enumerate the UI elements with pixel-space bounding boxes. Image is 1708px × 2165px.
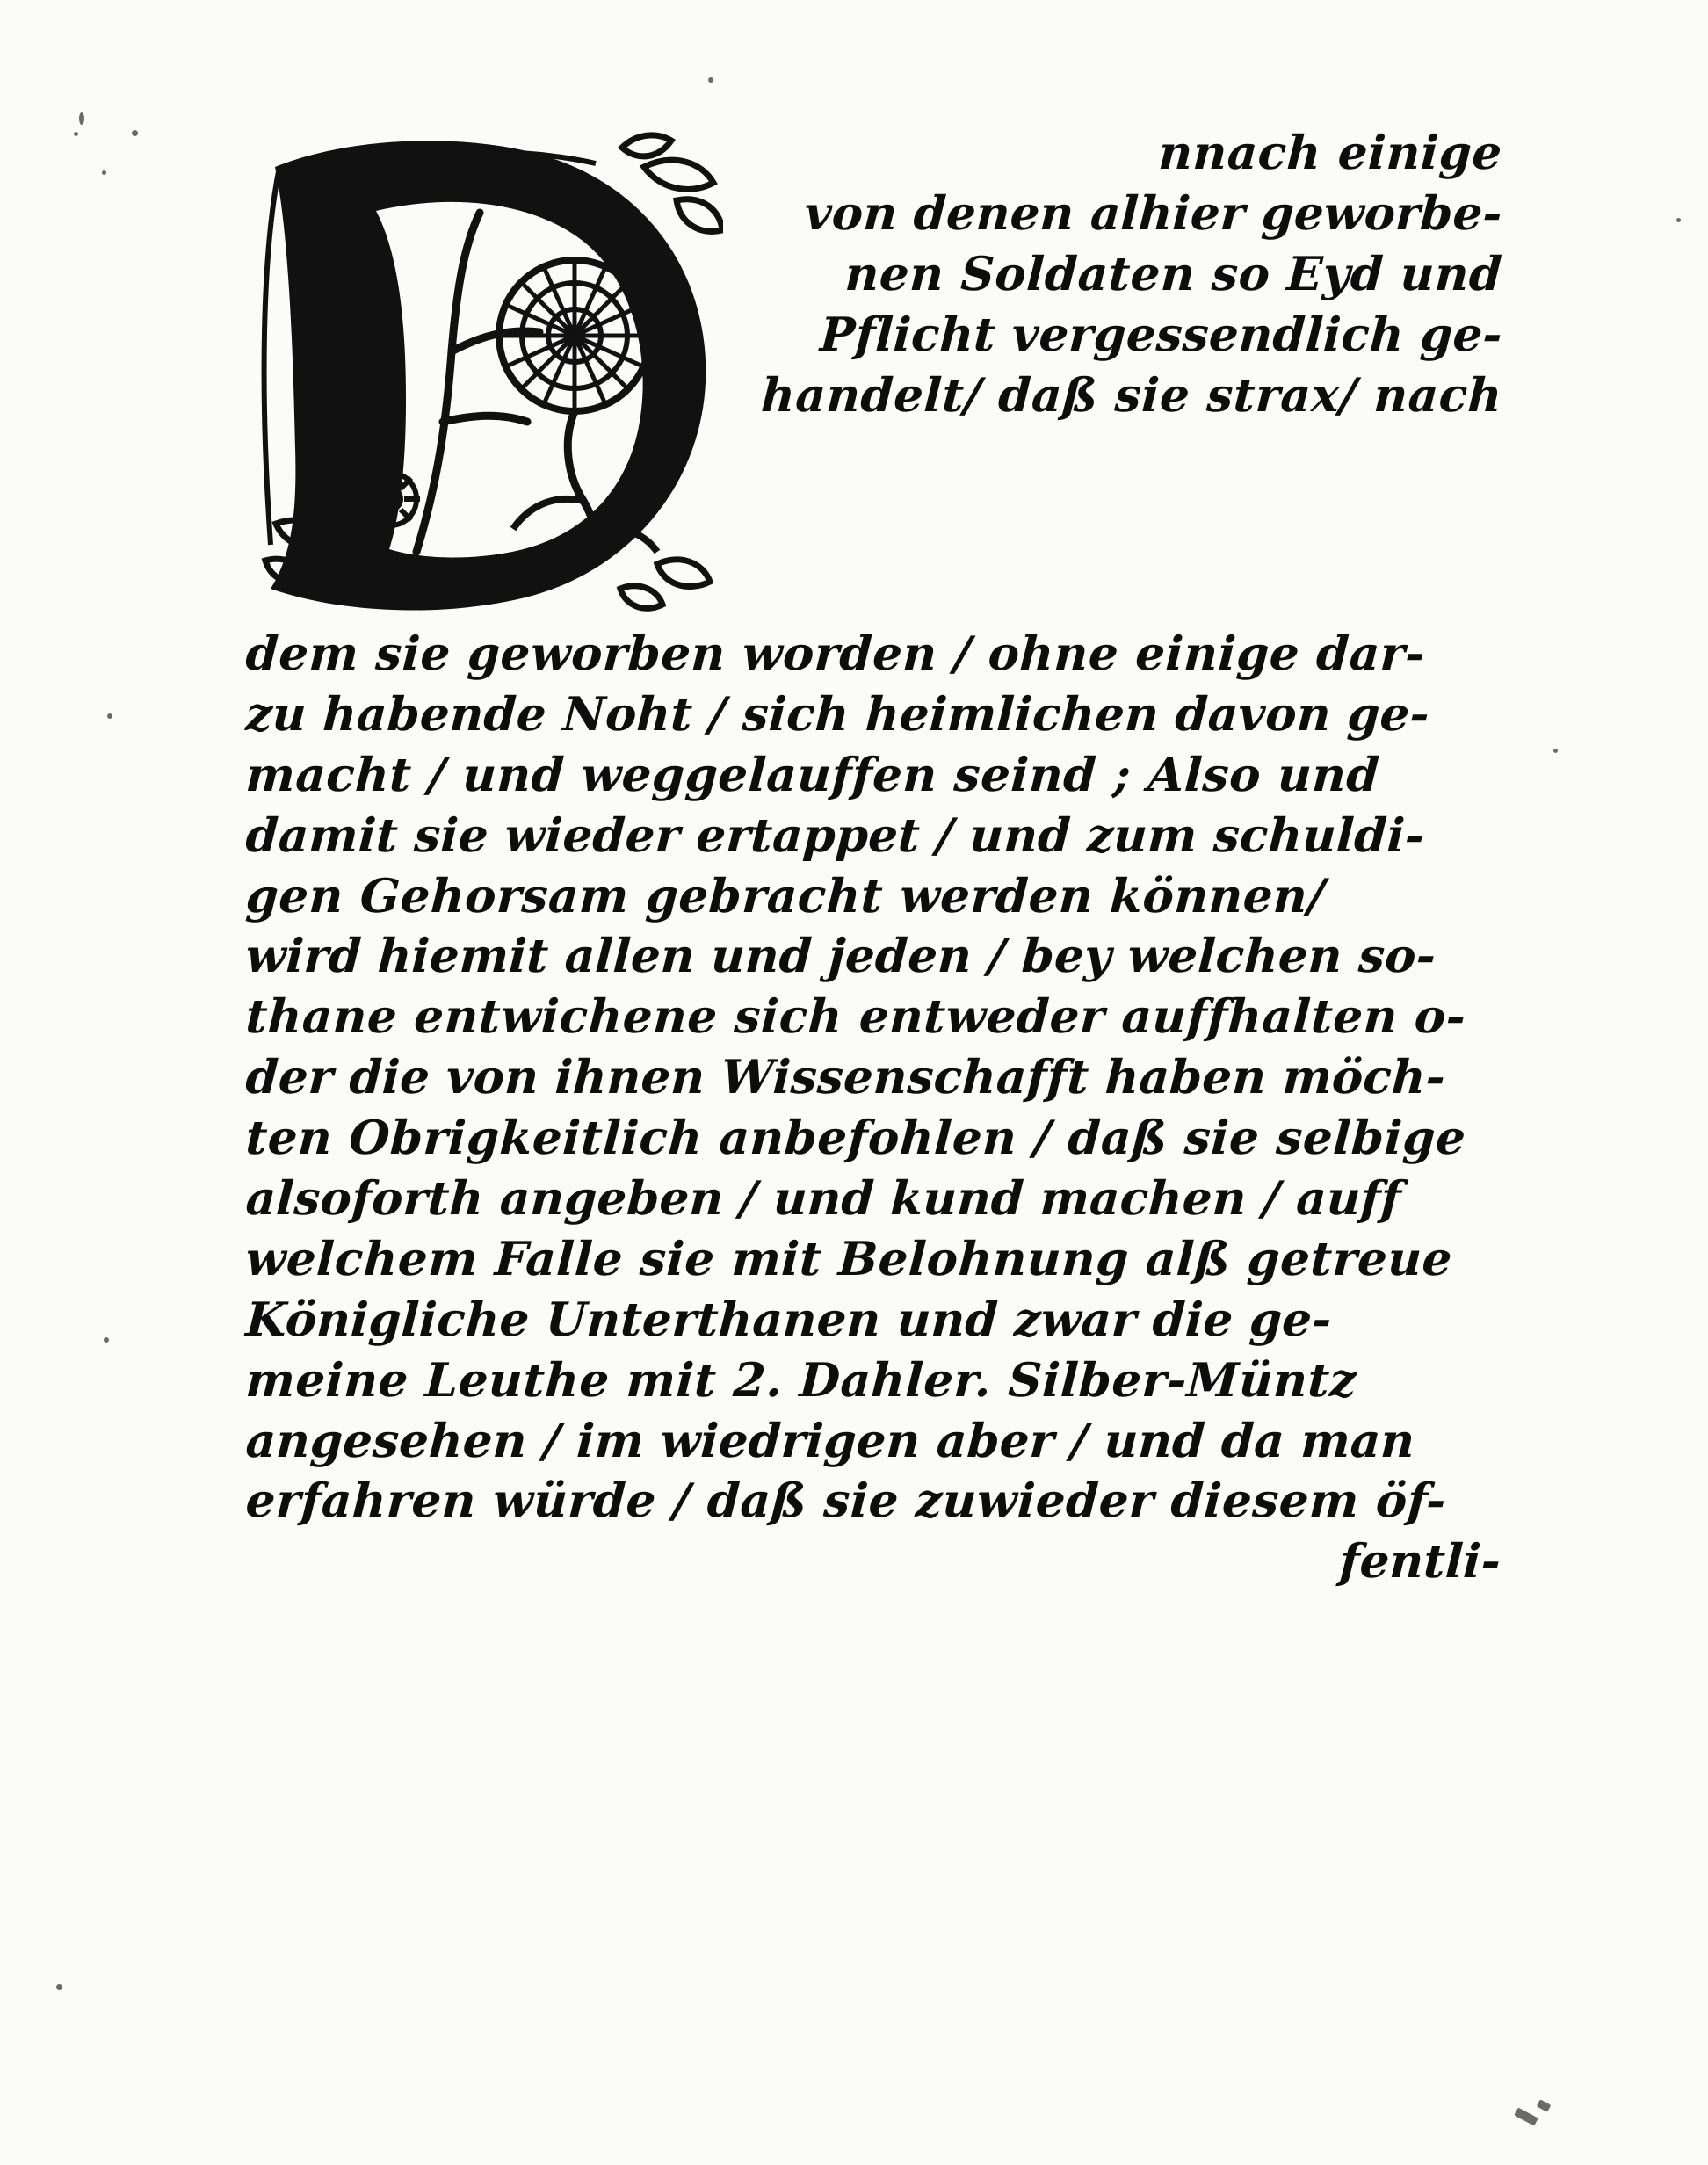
catchword: fentli-: [1338, 1534, 1502, 1589]
opening-lines: [244, 123, 1504, 425]
text-line: erfahren würde / daß sie zuwieder diesem öf-: [244, 1474, 1448, 1529]
text-line: damit sie wieder ertappet / und zum schuldi-: [244, 807, 1426, 863]
text-line: angesehen / im wiedrigen aber / und da man: [244, 1413, 1416, 1468]
scan-speck: [1676, 218, 1681, 222]
text-line: gen Gehorsam gebracht werden können/: [244, 868, 1327, 923]
scan-speck: [708, 77, 713, 83]
text-line: nen Soldaten so Eyd und: [843, 246, 1504, 301]
text-line: Königliche Unterthanen und zwar die ge-: [244, 1292, 1334, 1347]
text-line: der die von ihnen Wissenschafft haben möch-: [244, 1050, 1447, 1105]
text-line: ten Obrigkeitlich anbefohlen / daß sie selbige: [244, 1111, 1468, 1166]
text-line: wird hiemit allen und jeden / bey welchen so-: [244, 929, 1437, 984]
text-line: macht / und weggelauffen seind ; Also und: [244, 747, 1381, 802]
scan-speck: [132, 130, 138, 136]
scan-speck: [79, 112, 84, 125]
main-paragraph: [244, 624, 1501, 1592]
scan-speck: [1553, 749, 1558, 753]
scan-speck: [107, 713, 112, 719]
scan-speck: [74, 132, 78, 136]
scan-speck: [1514, 2107, 1538, 2125]
text-line: meine Leuthe mit 2. Dahler. Silber-Müntz: [244, 1352, 1358, 1408]
text-line: alsoforth angeben / und kund machen / auff: [244, 1171, 1403, 1227]
text-line: Pflicht vergessendlich ge-: [818, 307, 1504, 362]
text-line: dem sie geworben worden / ohne einige dar-: [244, 626, 1427, 681]
scan-speck: [56, 1984, 62, 1990]
text-line: handelt/ daß sie strax/ nach: [759, 367, 1504, 423]
text-line: von denen alhier geworbe-: [803, 185, 1504, 241]
text-line: welchem Falle sie mit Belohnung alß getreue: [244, 1231, 1454, 1286]
text-line: zu habende Noht / sich heimlichen davon ge-: [244, 686, 1431, 742]
scan-speck: [102, 170, 106, 175]
scan-speck: [1537, 2099, 1552, 2112]
text-line: nnach einige: [1157, 126, 1504, 180]
text-line: thane entwichene sich entweder auffhalten o-: [244, 989, 1468, 1045]
body-text-block: [244, 123, 1504, 1592]
scan-speck: [104, 1337, 109, 1343]
